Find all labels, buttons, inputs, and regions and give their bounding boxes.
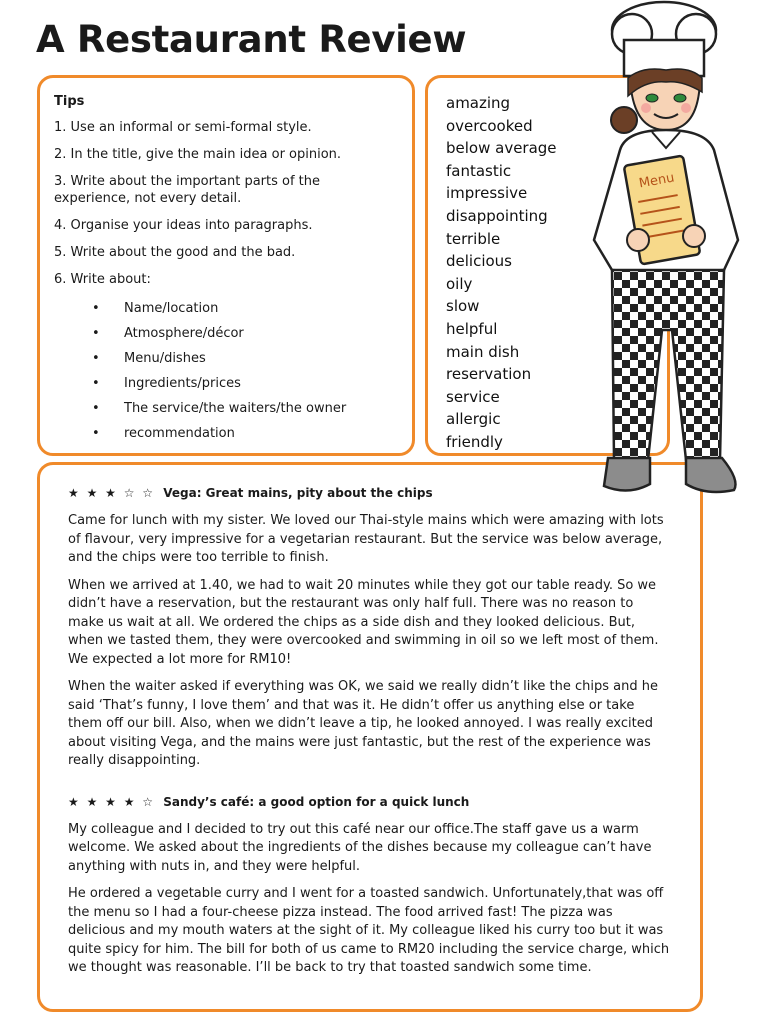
review-paragraph: When the waiter asked if everything was OK, we said we really didn’t like the chips and he said ‘That’s funny, I love them’ and that was it. He didn’t offer us anything else or take them off our bill. Also, when we didn’t leave a tip, he looked annoyed. I was really excited about visiting Vega, and the mains were just fantastic, but the rest of the experience was really disappointing.	[68, 679, 658, 768]
chef-trousers	[612, 270, 724, 460]
tip-item: 2. In the title, give the main idea or opinion.	[54, 147, 342, 162]
bullet-item	[92, 375, 398, 392]
tip-item: 6. Write about:	[54, 272, 151, 287]
vocab-word: overcooked	[446, 116, 533, 135]
vocab-word: terrible	[446, 229, 501, 248]
chef-face	[628, 69, 702, 130]
chef-shoes	[604, 458, 736, 492]
tip-item: 3. Write about the important parts of the experience, not every detail.	[54, 174, 321, 206]
bullet-item	[92, 300, 398, 317]
tips-box	[37, 75, 415, 456]
bullet-text: The service/the waiters/the owner	[124, 401, 347, 416]
menu-label: Menu	[637, 170, 676, 192]
bullet-icon: •	[92, 301, 100, 316]
chef-illustration	[582, 0, 768, 500]
vocab-word: service	[446, 387, 500, 406]
vocab-word: fantastic	[446, 161, 512, 180]
bullet-text: Atmosphere/décor	[124, 326, 244, 341]
tips-bullet-list	[54, 300, 398, 442]
vocab-word: main dish	[446, 342, 520, 361]
tip-item: 4. Organise your ideas into paragraphs.	[54, 218, 313, 233]
chef-hat-icon	[612, 2, 716, 76]
reviews-box	[37, 462, 703, 1012]
tip-item: 1. Use an informal or semi-formal style.	[54, 120, 312, 135]
vocab-word: slow	[446, 297, 480, 316]
bullet-item	[92, 400, 398, 417]
bullet-icon: •	[92, 401, 100, 416]
bullet-item	[92, 325, 398, 342]
star-rating: ★ ★ ★ ★ ☆	[68, 794, 156, 809]
vocab-word: below average	[446, 139, 557, 158]
star-rating: ★ ★ ★ ☆ ☆	[68, 486, 156, 500]
bullet-icon: •	[92, 326, 100, 341]
review-title: Vega: Great mains, pity about the chips	[163, 486, 433, 500]
review-paragraph: He ordered a vegetable curry and I went for a toasted sandwich. Unfortunately,that was off the menu so I had a four-cheese pizza instead. The food arrived fast! The pizza was delicious and my mouth waters at the sight of it. My colleague liked his curry too but it was quite spicy for him. The bill for both of us came to RM20 including the service charge, which we thought was reasonable. I’ll be back to try that toasted sandwich some time.	[68, 886, 670, 975]
page-title: A Restaurant Review	[36, 18, 467, 61]
review-paragraph: My colleague and I decided to try out this café near our office.The staff gave us a warm welcome. We asked about the ingredients of the dishes because my colleague can’t have anything with nuts in, and they were helpful.	[68, 821, 652, 874]
review-paragraph: Came for lunch with my sister. We loved our Thai-style mains which were amazing with lots of flavour, very impressive for a vegetarian restaurant. But the service was below average, and the chips were too terrible to finish.	[68, 513, 664, 565]
bullet-item	[92, 350, 398, 367]
bullet-item	[92, 425, 398, 442]
vocab-word: amazing	[446, 94, 511, 112]
bullet-icon: •	[92, 376, 100, 391]
tips-heading: Tips	[54, 94, 85, 109]
vocab-word: delicious	[446, 252, 512, 271]
bullet-text: recommendation	[124, 426, 235, 441]
vocab-word: friendly	[446, 432, 503, 451]
vocab-word: disappointing	[446, 206, 548, 225]
review-heading	[68, 794, 672, 810]
tip-item: 5. Write about the good and the bad.	[54, 245, 296, 260]
vocab-word: impressive	[446, 184, 528, 203]
bullet-text: Name/location	[124, 301, 219, 316]
bullet-text: Ingredients/prices	[124, 376, 241, 391]
vocab-word: helpful	[446, 319, 498, 338]
vocab-word: reservation	[446, 365, 532, 384]
bullet-icon: •	[92, 426, 100, 441]
review-title: Sandy’s café: a good option for a quick lunch	[163, 794, 470, 809]
vocab-word: allergic	[446, 410, 501, 429]
bullet-icon: •	[92, 351, 100, 366]
bullet-text: Menu/dishes	[124, 351, 206, 366]
review-paragraph: When we arrived at 1.40, we had to wait 20 minutes while they got our table ready. So we didn’t have a reservation, but the restaurant was only half full. There was no reason to make us wait at all. We ordered the chips as a side dish and they looked delicious. But, when we tasted them, they were overcooked and swimming in oil so we left most of them. We expected a lot more for RM10!	[68, 577, 659, 667]
vocab-word: oily	[446, 274, 473, 293]
